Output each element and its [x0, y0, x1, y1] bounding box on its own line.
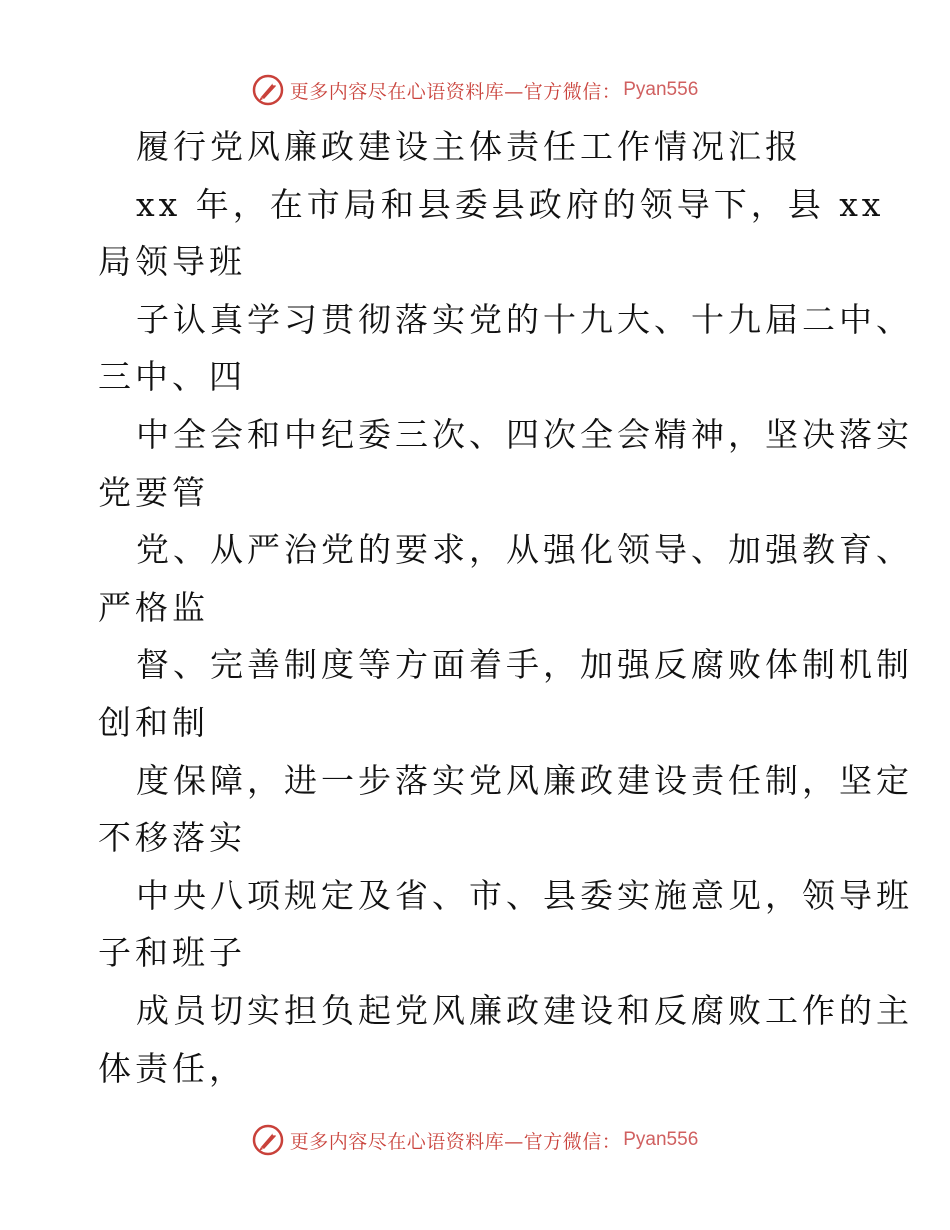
body-line: 创和制 — [98, 702, 209, 742]
body-line: xx 年，在市局和县委县政府的领导下，县 xx — [136, 184, 885, 224]
header-banner-handle: Pyan556 — [623, 79, 699, 100]
footer-banner-handle: Pyan556 — [623, 1129, 699, 1150]
pen-nib-logo-icon — [252, 74, 284, 106]
body-line: 不移落实 — [98, 818, 246, 858]
body-line: 局领导班 — [98, 242, 246, 282]
pen-nib-logo-icon — [252, 1124, 284, 1156]
body-line: 子认真学习贯彻落实党的十九大、十九届二中、 — [136, 299, 913, 339]
footer-banner-text: 更多内容尽在心语资料库—官方微信： — [289, 1130, 622, 1153]
body-line: 严格监 — [98, 587, 209, 627]
body-line: 党、从严治党的要求，从强化领导、加强教育、 — [136, 530, 913, 570]
header-banner — [0, 70, 950, 110]
header-banner-text: 更多内容尽在心语资料库—官方微信： — [289, 80, 622, 103]
body-line: 成员切实担负起党风廉政建设和反腐败工作的主 — [136, 990, 913, 1030]
body-line: 督、完善制度等方面着手，加强反腐败体制机制 — [136, 645, 913, 685]
body-line: 党要管 — [98, 472, 209, 512]
footer-banner — [0, 1120, 950, 1160]
body-line: 度保障，进一步落实党风廉政建设责任制，坚定 — [136, 760, 913, 800]
body-line: 中央八项规定及省、市、县委实施意见，领导班 — [136, 875, 913, 915]
body-line: 体责任， — [98, 1048, 246, 1088]
body-line: 中全会和中纪委三次、四次全会精神，坚决落实 — [136, 414, 913, 454]
document-body — [98, 118, 913, 1097]
body-line: 子和班子 — [98, 933, 246, 973]
body-line: 三中、四 — [98, 357, 246, 397]
document-title: 履行党风廉政建设主体责任工作情况汇报 — [136, 127, 802, 166]
